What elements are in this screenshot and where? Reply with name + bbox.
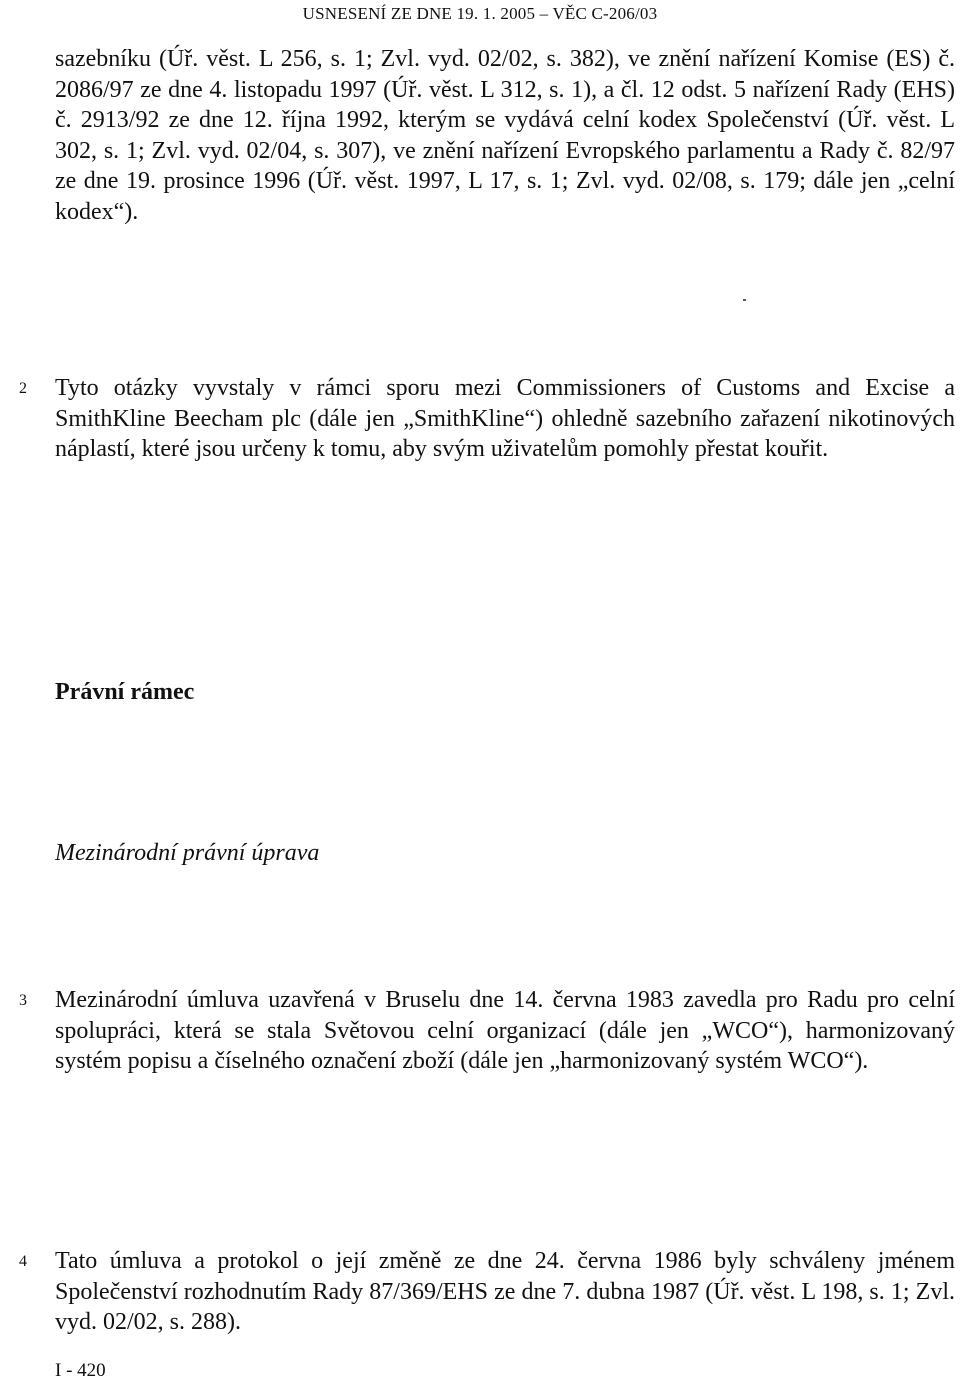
running-header: USNESENÍ ZE DNE 19. 1. 2005 – VĚC C-206/03 — [302, 4, 658, 23]
section-heading: Právní rámec — [55, 679, 195, 705]
subsection-heading: Mezinárodní právní úprava — [55, 840, 320, 866]
paragraph-4-text: Tato úmluva a protokol o její změně ze dne 24. června 1986 byly schváleny jménem Společenství rozhodnutím Rady 87/369/EHS ze dne 7. dubna 1987 (Úř. věst. L 198, s. 1; Zvl. vyd. 02/02, s. 288). — [55, 1248, 955, 1335]
intro-paragraph: sazebníku (Úř. věst. L 256, s. 1; Zvl. vyd. 02/02, s. 382), ve znění nařízení Komise (ES) č. 2086/97 ze dne 4. listopadu 1997 (Úř. věst. L 312, s. 1), a čl. 12 odst. 5 nařízení Rady (EHS) č. 2913/92 ze dne 12. října 1992, kterým se vydává celní kodex Společenství (Úř. věst. L 302, s. 1; Zvl. vyd. 02/04, s. 307), ve znění nařízení Evropského parlamentu a Rady č. 82/97 ze dne 19. prosince 1996 (Úř. věst. 1997, L 17, s. 1; Zvl. vyd. 02/08, s. 179; dále jen „celní kodex“). — [55, 46, 955, 225]
scan-speck — [743, 299, 746, 301]
paragraph-number: 4 — [19, 1253, 27, 1270]
paragraph-3-text: Mezinárodní úmluva uzavřená v Bruselu dne 14. června 1983 zavedla pro Radu pro celní spolupráci, která se stala Světovou celní organizací (dále jen „WCO“), harmonizovaný systém popisu a číselného označení zboží (dále jen „harmonizovaný systém WCO“). — [55, 987, 955, 1074]
paragraph-number: 2 — [19, 380, 27, 397]
page-number: I - 420 — [55, 1360, 106, 1381]
paragraph-number: 3 — [19, 992, 27, 1009]
paragraph-2-text: Tyto otázky vyvstaly v rámci sporu mezi Commissioners of Customs and Excise a SmithKline Beecham plc (dále jen „SmithKline“) ohledně sazebního zařazení nikotinových náplastí, které jsou určeny k tomu, aby svým uživatelům pomohly přestat kouřit. — [55, 375, 955, 462]
